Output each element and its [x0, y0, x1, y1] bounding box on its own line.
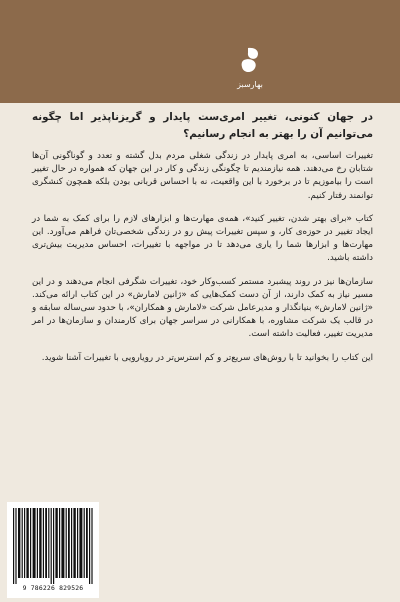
paragraph-1: تغییرات اساسی، به امری پایدار در زندگی شغلی مردم بدل گشته و تعدد و گوناگونی آن‌ها شتابان رخ می‌دهند. همه نیازمندیم تا چگونگی زندگی و کار در این جهان که همواره در حال تغییر است را بیاموزیم تا در برخورد با این واقعیت، نه با احساس قربانی بودن بلکه همچون کنشگری توانمند رفتار کنیم. — [32, 151, 373, 201]
blurb — [32, 109, 373, 375]
paragraph-2: کتاب «برای بهتر شدن، تغییر کنید»، همه‌ی مهارت‌ها و ابزارهای لازم را برای کمک به شما در ایجاد تغییر در حوزه‌ی کار، و سپس تغییرات پیش رو در زندگی شخصی‌تان فراهم می‌آورد. این مهارت‌ها و ابزارها شما را یاری می‌دهد تا در مواجهه با تغییرات، احساس مدیریت بیش‌تری داشته باشید. — [32, 213, 373, 264]
top-color-band — [0, 0, 400, 103]
isbn-number: 9 786226 829526 — [22, 584, 84, 592]
publisher-name: بهارسبز — [237, 80, 263, 89]
publisher-logo-icon — [238, 46, 262, 78]
paragraph-3: سازمان‌ها نیز در روند پیشبرد مستمر کسب‌وکار خود، تغییرات شگرفی انجام می‌دهند و در این مسیر نیاز به کمک دارند، از آن دست کمک‌هایی که «ژانین لامارش» در این کتاب ارائه می‌کند. «ژانین لامارش» بنیانگذار و مدیرعامل شرکت «لامارش و همکاران»، با حدود سی‌ساله سابقه و در قالب یک شرکت مشاوره، با همکارانی در سراسر جهان برای کارمندان و سازمان‌ها در امر مدیریت تغییر، فعالیت داشته است. — [32, 276, 373, 340]
paragraph-4: این کتاب را بخوانید تا با روش‌های سریع‌تر و کم استرس‌تر در رویارویی با تغییرات آشنا شوید. — [41, 352, 373, 363]
barcode — [7, 502, 99, 598]
barcode-icon — [11, 504, 95, 584]
publisher-logo — [226, 46, 274, 96]
headline: در جهان کنونی، تغییر امری‌ست پایدار و گریزناپذیر اما چگونه می‌توانیم آن را بهتر به انجام رسانیم؟ — [32, 111, 373, 140]
